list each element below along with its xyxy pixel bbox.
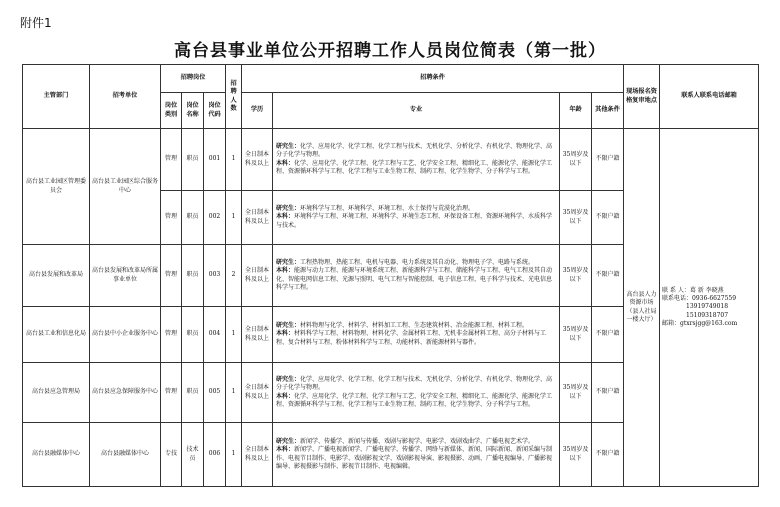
post-code-cell: 004 (204, 307, 226, 363)
contact-phone3: 15109318707 (686, 311, 729, 319)
other-cell: 不限户籍 (592, 245, 624, 307)
grad-label: 研究生： (276, 376, 301, 384)
recruitment-table (22, 64, 759, 487)
contact-person: 联 系 人：葛 新 李晓燕 (662, 287, 724, 295)
grad-label: 研究生： (276, 143, 301, 151)
header-contact: 联系人联系电话邮箱 (660, 65, 759, 129)
age-cell: 35周岁及以下 (560, 129, 592, 191)
contact-phone2: 13919749018 (686, 303, 729, 311)
header-other: 其他条件 (592, 93, 624, 129)
header-dept: 主管部门 (23, 65, 90, 129)
header-post-name: 岗位名称 (182, 93, 204, 129)
count-cell: 1 (226, 423, 242, 487)
header-site: 现场报名资格复审地点 (624, 65, 660, 129)
post-code-cell: 006 (204, 423, 226, 487)
age-cell: 35周岁及以下 (560, 191, 592, 245)
other-cell: 不限户籍 (592, 191, 624, 245)
post-name-cell: 职员 (182, 363, 204, 423)
post-type-cell: 管理 (161, 129, 182, 191)
post-type-cell: 管理 (161, 307, 182, 363)
unit-cell: 高台县融媒体中心 (90, 423, 161, 487)
post-name-cell: 职员 (182, 129, 204, 191)
post-name-cell: 职员 (182, 191, 204, 245)
unit-cell: 高台县中小企业服务中心 (90, 307, 161, 363)
dept-cell: 高台县工业和信息化局 (23, 307, 90, 363)
ug-majors: 能源与动力工程、能源与环境系统工程、新能源科学与工程、储能科学与工程、电气工程及其自动化、智能电网信息工程、光源与照明、电气工程与智能控制、电子信息工程、电子科学与技术、光电信息科学与工程。 (276, 267, 553, 291)
major-cell (273, 191, 560, 245)
grad-majors: 材料物理与化学、材料学、材料加工工程、生态建筑材料、冶金能源工程、材料工程。 (300, 322, 529, 330)
edu-cell: 全日制本科及以上 (242, 129, 273, 191)
post-code-cell: 005 (204, 363, 226, 423)
header-post-type: 岗位类别 (161, 93, 182, 129)
ug-label: 本科： (276, 446, 295, 454)
contact-cell (660, 129, 759, 487)
header-count: 招聘人数 (226, 65, 242, 129)
count-cell: 1 (226, 129, 242, 191)
major-cell (273, 363, 560, 423)
edu-cell: 全日制本科及以上 (242, 307, 273, 363)
dept-cell: 高台县应急管理局 (23, 363, 90, 423)
post-code-cell: 001 (204, 129, 226, 191)
header-major: 专业 (273, 93, 560, 129)
ug-label: 本科： (276, 159, 295, 167)
header-age: 年龄 (560, 93, 592, 129)
post-type-cell: 管理 (161, 191, 182, 245)
contact-email: 邮箱：gtxrsjgg@163.com (662, 319, 738, 327)
ug-label: 本科： (276, 267, 295, 275)
post-code-cell: 003 (204, 245, 226, 307)
header-edu: 学历 (242, 93, 273, 129)
grad-label: 研究生： (276, 205, 301, 213)
grad-majors: 环境科学与工程、环境科学、环境工程、水土保持与荒漠化治理。 (300, 205, 475, 213)
count-cell: 1 (226, 191, 242, 245)
header-conditions-group: 招聘条件 (242, 65, 624, 93)
header-post-group: 招聘岗位 (161, 65, 226, 93)
ug-majors: 化学、应用化学、化学工程、化学工程与工艺、化学安全工程、精细化工、能源化学、能源化学工程、资源循环科学与工程、化学工程与工业生物工程、制药工程、化学生物学、分子科学与工程。 (276, 159, 553, 175)
other-cell: 不限户籍 (592, 129, 624, 191)
major-cell (273, 307, 560, 363)
post-name-cell: 技术员 (182, 423, 204, 487)
count-cell: 1 (226, 307, 242, 363)
ug-label: 本科： (276, 330, 295, 338)
grad-majors: 工程热物理、热能工程、电机与电器、电力系统及其自动化、物理电子学、电路与系统。 (300, 259, 535, 267)
age-cell: 35周岁及以下 (560, 245, 592, 307)
table-row (23, 129, 759, 191)
post-name-cell: 职员 (182, 245, 204, 307)
grad-label: 研究生： (276, 322, 301, 330)
grad-majors: 新闻学、传播学、新闻与传播、戏剧与影视学、电影学、戏剧戏曲学、广播电视艺术学。 (300, 438, 535, 446)
age-cell: 35周岁及以下 (560, 423, 592, 487)
contact-phone: 联系电话：0936-6627559 (662, 295, 737, 303)
dept-cell: 高台县发展和改革局 (23, 245, 90, 307)
ug-majors: 新闻学、广播电视新闻学、广播电视学、传播学、网络与新媒体、新闻、国际新闻、新闻采编与制作、电视节目制作、电影学、戏剧影视文学、戏剧影视导演、影视摄影、动画、广播电视编导、广播影视编导、影视摄影与制作、影视节目制作、电视编辑。 (276, 446, 553, 470)
edu-cell: 全日制本科及以上 (242, 245, 273, 307)
unit-cell: 高台县工业园区综合服务中心 (90, 129, 161, 245)
post-type-cell: 管理 (161, 245, 182, 307)
grad-label: 研究生： (276, 438, 301, 446)
header-post-code: 岗位代码 (204, 93, 226, 129)
age-cell: 35周岁及以下 (560, 363, 592, 423)
other-cell: 不限户籍 (592, 423, 624, 487)
grad-label: 研究生： (276, 259, 301, 267)
ug-label: 本科： (276, 213, 295, 221)
unit-cell: 高台县发展和改革局所属事业单位 (90, 245, 161, 307)
header-unit: 招考单位 (90, 65, 161, 129)
ug-label: 本科： (276, 392, 295, 400)
post-name-cell: 职员 (182, 307, 204, 363)
post-type-cell: 专技 (161, 423, 182, 487)
page-title: 高台县事业单位公开招聘工作人员岗位简表（第一批） (174, 41, 606, 61)
ug-majors: 环境科学与工程、环境工程、环境科学、环境生态工程、环保设备工程、资源环境科学、水质科学与技术。 (276, 213, 553, 229)
ug-majors: 材料科学与工程、材料物理、材料化学、金属材料工程、无机非金属材料工程、高分子材料与工程、复合材料与工程、粉体材料科学与工程、功能材料、新能源材料与器件。 (276, 330, 547, 346)
major-cell (273, 423, 560, 487)
major-cell (273, 245, 560, 307)
site-cell: 高台县人力资源市场（县人社局一楼大厅） (624, 129, 660, 487)
ug-majors: 化学、应用化学、化学工程、化学工程与工艺、化学安全工程、精细化工、能源化学、能源化学工程、资源循环科学与工程、化学工程与工业生物工程、制药工程、化学生物学、分子科学与工程。 (276, 392, 553, 408)
other-cell: 不限户籍 (592, 307, 624, 363)
edu-cell: 全日制本科及以上 (242, 363, 273, 423)
count-cell: 2 (226, 245, 242, 307)
unit-cell: 高台县应急保障服务中心 (90, 363, 161, 423)
dept-cell: 高台县融媒体中心 (23, 423, 90, 487)
edu-cell: 全日制本科及以上 (242, 191, 273, 245)
dept-cell: 高台县工业园区管理委员会 (23, 129, 90, 245)
grad-majors: 化学、应用化学、化学工程、化学工程与技术、无机化学、分析化学、有机化学、物理化学、高分子化学与物理。 (276, 143, 553, 159)
edu-cell: 全日制本科及以上 (242, 423, 273, 487)
post-type-cell: 管理 (161, 363, 182, 423)
count-cell: 1 (226, 363, 242, 423)
attachment-label: 附件1 (20, 16, 52, 30)
age-cell: 35周岁及以下 (560, 307, 592, 363)
other-cell: 不限户籍 (592, 363, 624, 423)
grad-majors: 化学、应用化学、化学工程、化学工程与技术、无机化学、分析化学、有机化学、物理化学、高分子化学与物理。 (276, 376, 553, 392)
post-code-cell: 002 (204, 191, 226, 245)
major-cell (273, 129, 560, 191)
